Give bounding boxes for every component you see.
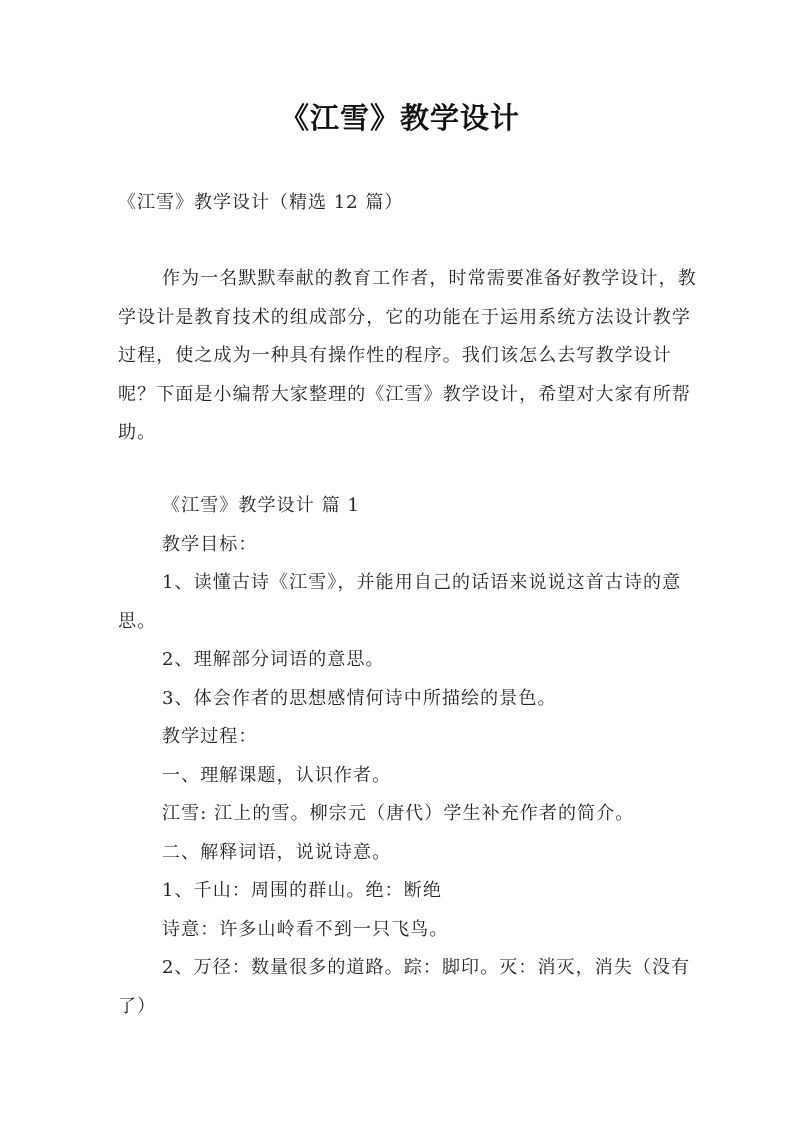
document-subtitle: 《江雪》教学设计（精选 12 篇） xyxy=(118,192,404,213)
section-line: 诗意：许多山岭看不到一只飞鸟。 xyxy=(162,918,449,940)
section-line: 一、理解课题，认识作者。 xyxy=(162,764,392,786)
section-line: 2、理解部分词语的意思。 xyxy=(162,649,385,670)
document-title: 《江雪》教学设计 xyxy=(279,101,520,135)
section-line: 二、解释词语，说说诗意。 xyxy=(162,841,392,863)
section-line: 江雪: 江上的雪。柳宗元（唐代）学生补充作者的简介。 xyxy=(162,803,635,824)
section-line: 教学目标： xyxy=(162,533,258,555)
section-line: 2、万径：数量很多的道路。踪：脚印。灭：消灭，消失（没有了） xyxy=(118,957,691,1017)
section-line: 教学过程： xyxy=(162,726,258,747)
section-line: 1、千山：周围的群山。绝：断绝 xyxy=(162,880,442,901)
section-line: 1、读懂古诗《江雪》，并能用自己的话语来说说这首古诗的意思。 xyxy=(118,572,682,632)
intro-paragraph: 作为一名默默奉献的教育工作者，时常需要准备好教学设计，教学设计是教育技术的组成部分，它的功能在于运用系统方法设计教学过程，使之成为一种具有操作性的程序。我们该怎么去写教学设计呢？下面是小编帮大家整理的《江雪》教学设计，希望对大家有所帮助。 xyxy=(118,268,697,443)
section-line: 3、体会作者的思想感情何诗中所描绘的景色。 xyxy=(162,687,557,709)
section-heading: 《江雪》教学设计 篇 1 xyxy=(162,495,361,516)
section-1 xyxy=(118,487,698,1026)
